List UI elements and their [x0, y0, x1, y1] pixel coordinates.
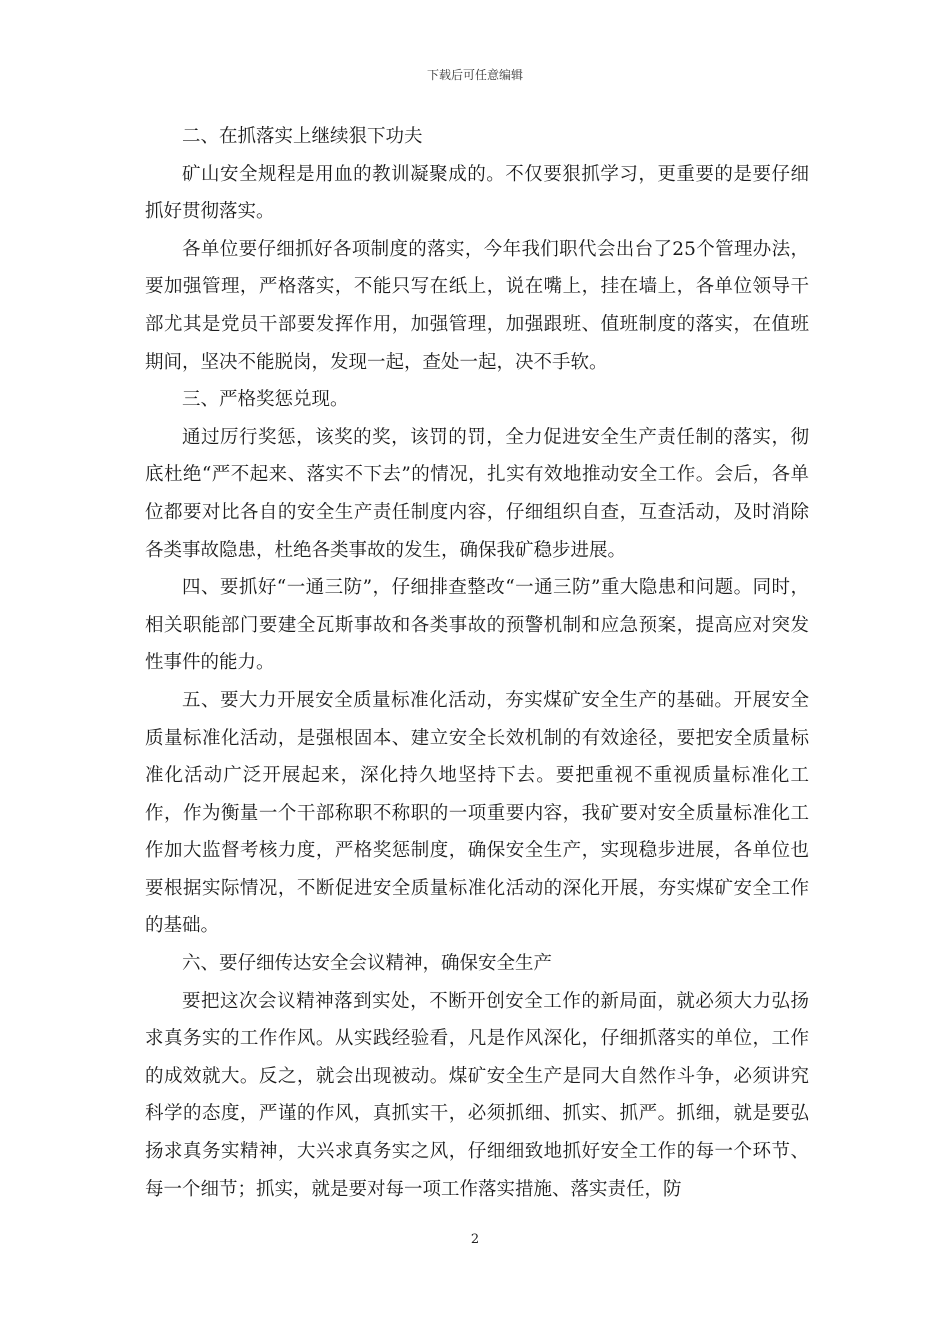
section-heading-4: 四、要抓好“一通三防”，仔细排查整改“一通三防”重大隐患和问题。同时，相关职能部门要建全瓦斯事故和各类事故的预警机制和应急预案，提高应对突发性事件的能力。 — [145, 577, 809, 674]
page-header: 下载后可任意编辑 — [426, 68, 523, 82]
section-heading-6: 六、要仔细传达安全会议精神，确保安全生产 — [182, 953, 553, 975]
paragraph: 要把这次会议精神落到实处，不断开创安全工作的新局面，就必须大力弘扬求真务实的工作作风。从实践经验看，凡是作风深化，仔细抓落实的单位，工作的成效就大。反之，就会出现被动。煤矿安全生产是同大自然作斗争，必须讲究科学的态度，严谨的作风，真抓实干，必须抓细、抓实、抓严。抓细，就是要弘扬求真务实精神，大兴求真务实之风，仔细细致地抓好安全工作的每一个环节、每一个细节；抓实，就是要对每一项工作落实措施、落实责任，防 — [145, 990, 809, 1200]
document-body — [145, 118, 809, 1208]
page-number: 2 — [470, 1232, 480, 1247]
paragraph: 通过厉行奖惩，该奖的奖，该罚的罚，全力促进安全生产责任制的落实，彻底杜绝“严不起来、落实不下去”的情况，扎实有效地推动安全工作。会后，各单位都要对比各自的安全生产责任制度内容，仔细组织自查，互查活动，及时消除各类事故隐患，杜绝各类事故的发生，确保我矿稳步进展。 — [145, 426, 809, 561]
paragraph: 矿山安全规程是用血的教训凝聚成的。不仅要狠抓学习，更重要的是要仔细抓好贯彻落实。 — [145, 163, 809, 223]
section-heading-5: 五、要大力开展安全质量标准化活动，夯实煤矿安全生产的基础。开展安全质量标准化活动，是强根固本、建立安全长效机制的有效途径，要把安全质量标准化活动广泛开展起来，深化持久地坚持下去。要把重视不重视质量标准化工作，作为衡量一个干部称职不称职的一项重要内容，我矿要对安全质量标准化工作加大监督考核力度，严格奖惩制度，确保安全生产，实现稳步进展，各单位也要根据实际情况，不断促进安全质量标准化活动的深化开展，夯实煤矿安全工作的基础。 — [145, 689, 809, 937]
section-heading-3: 三、严格奖惩兑现。 — [182, 389, 349, 411]
section-heading-2: 二、在抓落实上继续狠下功夫 — [182, 126, 423, 147]
paragraph: 各单位要仔细抓好各项制度的落实，今年我们职代会出台了25个管理办法，要加强管理，严格落实，不能只写在纸上，说在嘴上，挂在墙上，各单位领导干部尤其是党员干部要发挥作用，加强管理，加强跟班、值班制度的落实，在值班期间，坚决不能脱岗，发现一起，查处一起，决不手软。 — [145, 238, 809, 373]
